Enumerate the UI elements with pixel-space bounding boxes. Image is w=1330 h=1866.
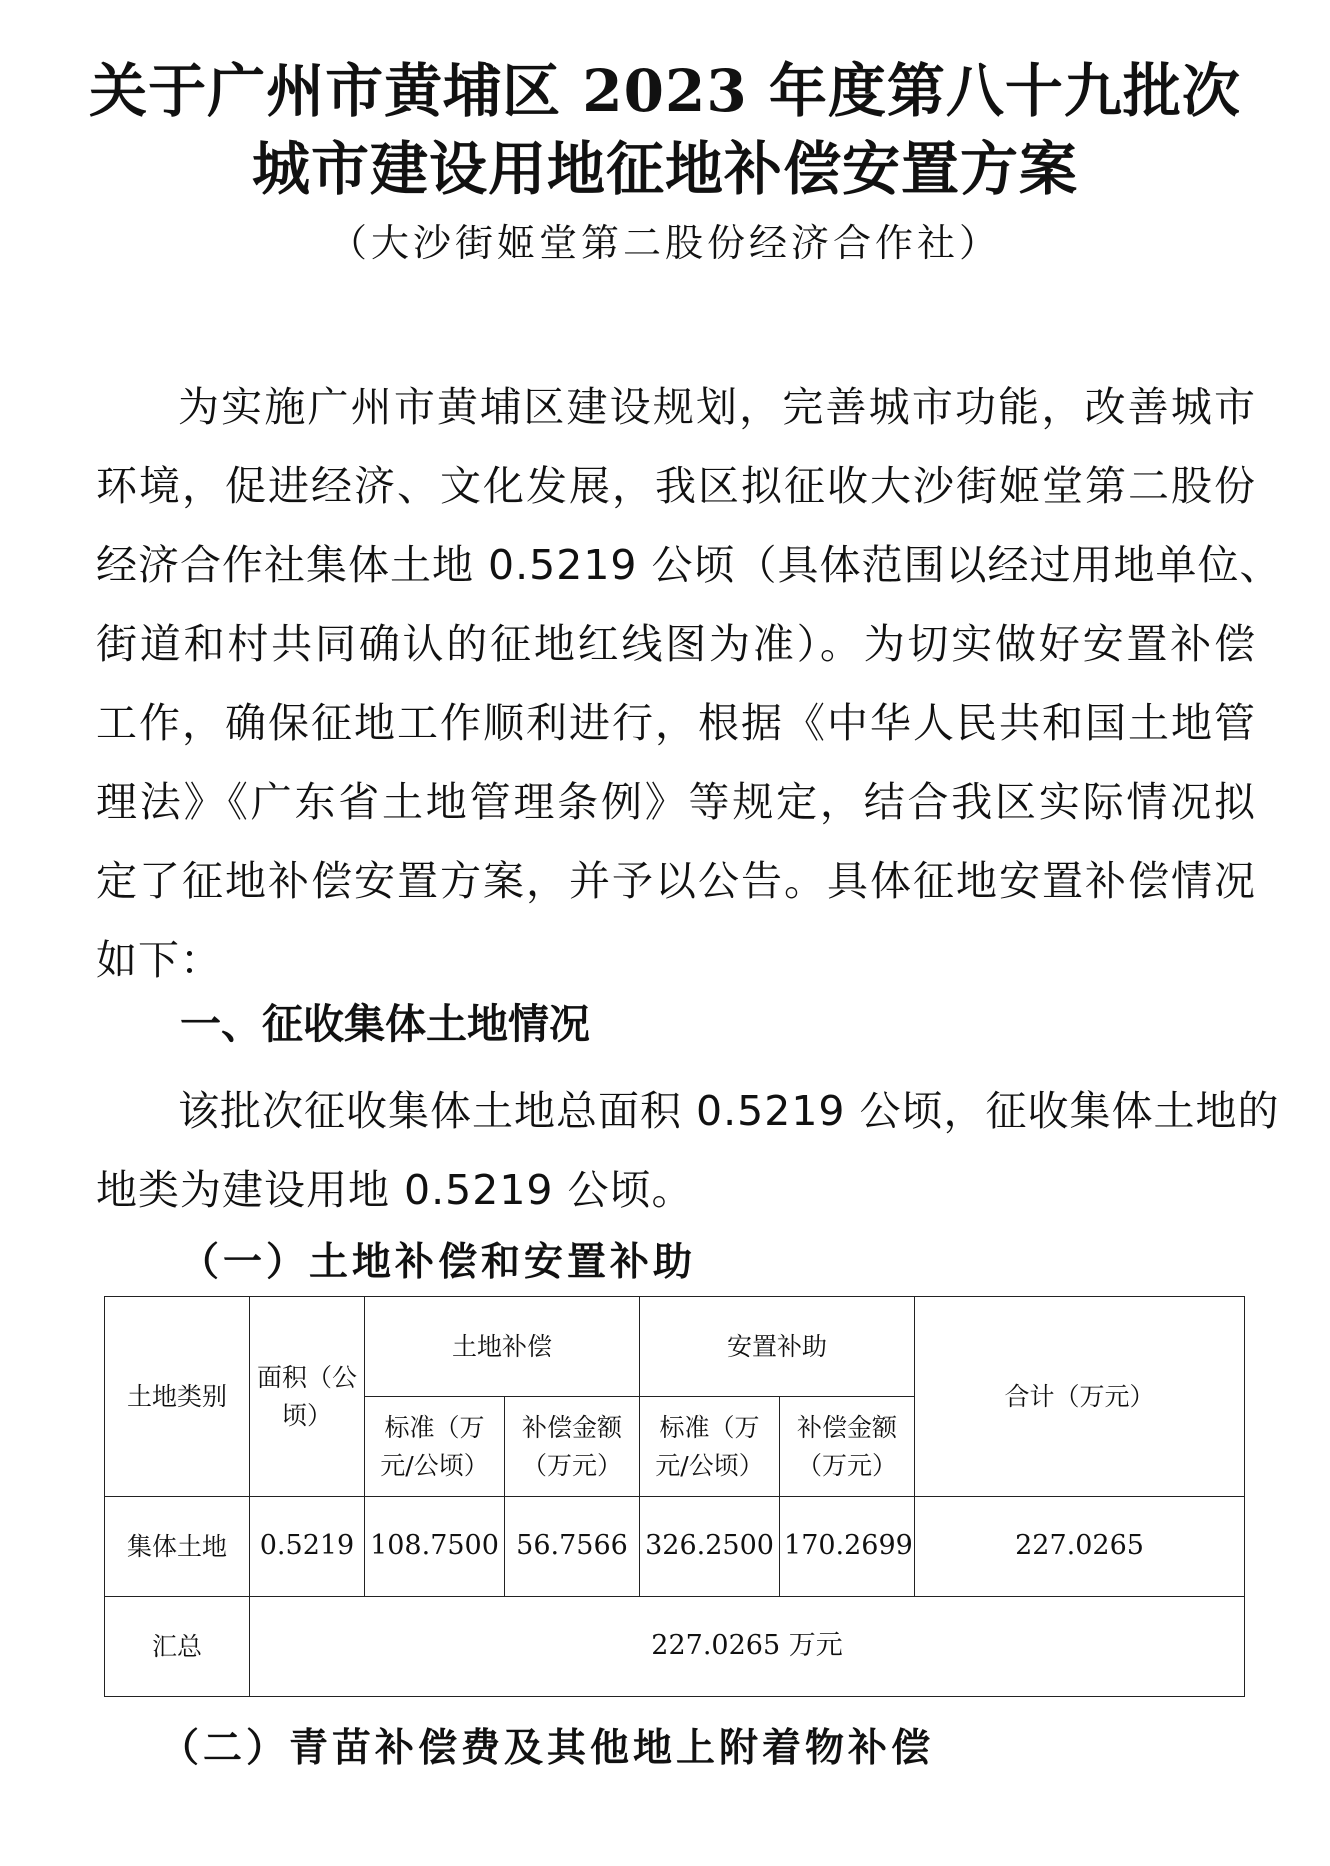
intro-line: 工作，确保征地工作顺利进行，根据《中华人民共和国土地管 [96, 699, 1256, 747]
subtitle: （大沙街姬堂第二股份经济合作社） [328, 221, 1001, 265]
subsection-heading-1: （一）土地补偿和安置补助 [180, 1240, 697, 1285]
cell-summary-value: 227.0265 万元 [250, 1597, 1245, 1697]
section1-paragraph [96, 1072, 1280, 1230]
title-line-2: 城市建设用地征地补偿安置方案 [251, 135, 1078, 203]
cell-land-standard: 108.7500 [365, 1497, 505, 1597]
header-total: 合计（万元） [915, 1297, 1245, 1497]
table-row [105, 1497, 1245, 1597]
cell-summary-label: 汇总 [105, 1597, 250, 1697]
intro-line: 经济合作社集体土地 0.5219 公顷（具体范围以经过用地单位、 [96, 541, 1282, 589]
header-resettlement-subsidy: 安置补助 [640, 1297, 915, 1397]
cell-resettle-amount: 170.2699 [780, 1497, 915, 1597]
intro-line: 理法》《广东省土地管理条例》等规定，结合我区实际情况拟 [96, 778, 1256, 826]
section1-line: 地类为建设用地 0.5219 公顷。 [96, 1166, 694, 1214]
cell-total: 227.0265 [915, 1497, 1245, 1597]
header-land-amount: 补偿金额（万元） [505, 1397, 640, 1497]
section1-line: 该批次征收集体土地总面积 0.5219 公顷，征收集体土地的 [178, 1087, 1280, 1135]
summary-row [105, 1597, 1245, 1697]
intro-line: 定了征地补偿安置方案，并予以公告。具体征地安置补偿情况 [96, 857, 1256, 905]
header-resettle-standard: 标准（万元/公顷） [640, 1397, 780, 1497]
header-area: 面积（公顷） [250, 1297, 365, 1497]
header-land-compensation: 土地补偿 [365, 1297, 640, 1397]
header-land-standard: 标准（万元/公顷） [365, 1397, 505, 1497]
intro-line: 环境，促进经济、文化发展，我区拟征收大沙街姬堂第二股份 [96, 462, 1256, 510]
subsection-heading-2: （二）青苗补偿费及其他地上附着物补偿 [160, 1726, 935, 1771]
compensation-table [104, 1296, 1245, 1697]
cell-resettle-standard: 326.2500 [640, 1497, 780, 1597]
intro-line: 街道和村共同确认的征地红线图为准）。为切实做好安置补偿 [96, 620, 1256, 668]
cell-area: 0.5219 [250, 1497, 365, 1597]
intro-line: 如下： [96, 936, 222, 984]
cell-land-type: 集体土地 [105, 1497, 250, 1597]
cell-land-amount: 56.7566 [505, 1497, 640, 1597]
intro-line: 为实施广州市黄埔区建设规划，完善城市功能，改善城市 [178, 383, 1256, 431]
header-land-type: 土地类别 [105, 1297, 250, 1497]
title-line-1: 关于广州市黄埔区 2023 年度第八十九批次 [89, 57, 1241, 125]
header-resettle-amount: 补偿金额（万元） [780, 1397, 915, 1497]
section-heading-1: 一、征收集体土地情况 [180, 1000, 590, 1048]
intro-paragraph [96, 368, 1282, 1000]
